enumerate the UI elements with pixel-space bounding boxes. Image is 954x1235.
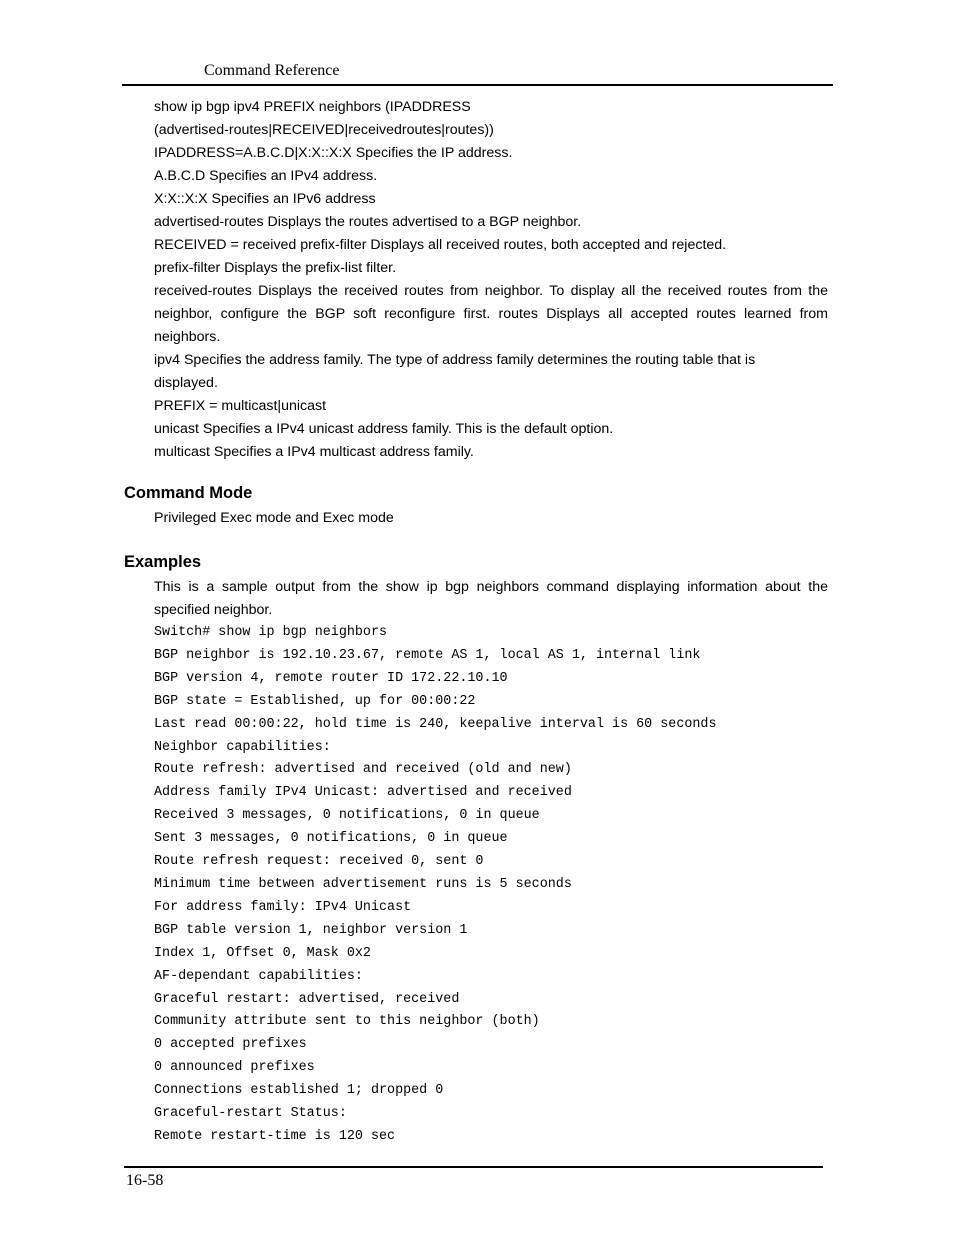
header-rule	[122, 84, 833, 86]
parameter-description: unicast Specifies a IPv4 unicast address family. This is the default option.	[154, 421, 614, 437]
code-line: BGP table version 1, neighbor version 1	[154, 922, 468, 938]
page-number: 16-58	[126, 1172, 164, 1189]
code-line: 0 accepted prefixes	[154, 1037, 307, 1053]
code-line: Last read 00:00:22, hold time is 240, keepalive interval is 60 seconds	[154, 716, 717, 732]
parameter-description: X:X::X:X Specifies an IPv6 address	[154, 191, 376, 207]
code-line: Graceful-restart Status:	[154, 1106, 347, 1122]
parameter-description: IPADDRESS=A.B.C.D|X:X::X:X Specifies the IP address.	[154, 145, 513, 161]
code-line: Connections established 1; dropped 0	[154, 1083, 444, 1099]
code-line: Neighbor capabilities:	[154, 739, 331, 755]
command-mode-heading: Command Mode	[124, 484, 253, 502]
code-line: AF-dependant capabilities:	[154, 968, 363, 984]
code-line: Graceful restart: advertised, received	[154, 991, 460, 1007]
header-title: Command Reference	[204, 62, 340, 79]
parameter-description: RECEIVED = received prefix-filter Displays all received routes, both accepted and rejected.	[154, 237, 727, 253]
command-mode-text: Privileged Exec mode and Exec mode	[154, 510, 394, 526]
code-line: Address family IPv4 Unicast: advertised and received	[154, 785, 572, 801]
code-line: Community attribute sent to this neighbor (both)	[154, 1014, 540, 1030]
parameter-description: ipv4 Specifies the address family. The type of address family determines the routing table that is displayed.	[154, 352, 756, 391]
parameter-description: PREFIX = multicast|unicast	[154, 398, 327, 414]
code-sample	[154, 622, 828, 1149]
code-line: Route refresh: advertised and received (old and new)	[154, 762, 572, 778]
code-line: 0 announced prefixes	[154, 1060, 315, 1076]
code-line: Remote restart-time is 120 sec	[154, 1128, 396, 1144]
code-line: BGP neighbor is 192.10.23.67, remote AS 1, local AS 1, internal link	[154, 647, 701, 663]
code-line: Route refresh request: received 0, sent 0	[154, 854, 484, 870]
syntax-line: show ip bgp ipv4 PREFIX neighbors (IPADDRESS	[154, 99, 471, 115]
examples-block	[154, 576, 828, 1149]
code-line: Minimum time between advertisement runs is 5 seconds	[154, 876, 572, 892]
code-line: Index 1, Offset 0, Mask 0x2	[154, 945, 371, 961]
code-line: Received 3 messages, 0 notifications, 0 in queue	[154, 808, 540, 824]
parameter-description: prefix-filter Displays the prefix-list filter.	[154, 260, 397, 276]
command-mode-text-block	[154, 507, 828, 530]
examples-intro: This is a sample output from the show ip bgp neighbors command displaying information about the specified neighbor.	[154, 579, 828, 618]
code-line: BGP version 4, remote router ID 172.22.10.10	[154, 670, 508, 686]
parameter-description: multicast Specifies a IPv4 multicast address family.	[154, 444, 474, 460]
examples-heading: Examples	[124, 553, 202, 571]
code-line: Sent 3 messages, 0 notifications, 0 in queue	[154, 831, 508, 847]
parameter-list	[154, 96, 828, 464]
parameter-description: A.B.C.D Specifies an IPv4 address.	[154, 168, 378, 184]
code-line: For address family: IPv4 Unicast	[154, 899, 412, 915]
footer-rule	[124, 1166, 823, 1168]
parameter-description: received-routes Displays the received routes from neighbor. To display all the received routes from the neighbor, configure the BGP soft reconfigure first. routes Displays all accepted routes learned from neighbors.	[154, 283, 828, 345]
syntax-line: (advertised-routes|RECEIVED|receivedroutes|routes))	[154, 122, 494, 138]
code-line: Switch# show ip bgp neighbors	[154, 625, 388, 640]
parameter-description: advertised-routes Displays the routes advertised to a BGP neighbor.	[154, 214, 582, 230]
code-line: BGP state = Established, up for 00:00:22	[154, 693, 476, 709]
